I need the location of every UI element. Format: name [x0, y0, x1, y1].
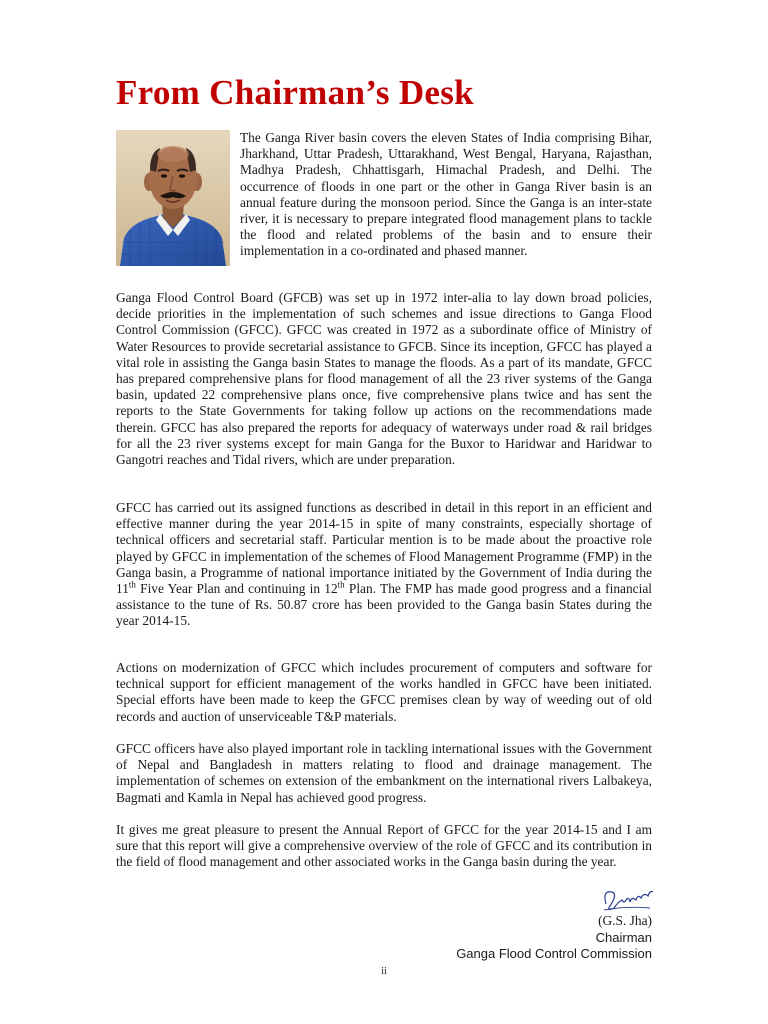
paragraph-text: Five Year Plan and continuing in 12 — [135, 581, 338, 597]
paragraph-modernization: Actions on modernization of GFCC which includes procurement of computers and software for technical support for efficient management of the works handled in GFCC have been initiated. Special efforts have been made to keep the GFCC premises clean by way of weeding out of old records and auction of unserviceable T&P materials. — [116, 660, 652, 724]
paragraph-gfcb: Ganga Flood Control Board (GFCB) was set up in 1972 inter-alia to lay down broad policies, decide priorities in the implementation of such schemes and issue directions to Ganga Flood Control Commission (GFCC). GFCC was created in 1972 as a subordinate office of Ministry of Water Resources to provide secretarial assistance to GFCB. Since its inception, GFCC has played a vital role in assisting the Ganga basin States to manage the floods. As a part of its mandate, GFCC has prepared comprehensive plans for flood management of all the 23 river systems of the Ganga basin, updated 22 comprehensive plans once, five comprehensive plans twice and has sent the reports to the State Governments for taking follow up actions on the recommendations made therein. GFCC has also prepared the reports for adequacy of waterways under road & rail bridges for all the 23 river systems except for main Ganga for the Buxor to Haridwar and Haridwar to Gangotri reaches and Tidal rivers, which are under preparation. — [116, 290, 652, 468]
signatory-organization: Ganga Flood Control Commission — [456, 946, 652, 961]
paragraph-text: Plan. The FMP has made good progress and a financial assistance to the tune of Rs. 50.87 crore has been provided to the Ganga basin States during the year 2014-15. — [116, 581, 652, 629]
handwritten-signature-icon — [596, 882, 656, 916]
superscript: th — [128, 579, 136, 590]
paragraph-gfcc-functions — [116, 500, 652, 630]
signatory-designation: Chairman — [595, 929, 652, 945]
chairman-portrait-image — [116, 130, 230, 266]
intro-paragraph: The Ganga River basin covers the eleven States of India comprising Bihar, Jharkhand, Uttar Pradesh, Uttarakhand, West Bengal, Haryana, Rajasthan, Madhya Pradesh, Chhattisgarh, Himachal Pradesh, and Delhi. The occurrence of floods in one part or the other in Ganga River basin is an annual feature during the monsoon period. Since the Ganga is an inter-state river, it is necessary to prepare integrated flood management plans to tackle the flood and related problems of the basin and to ensure their implementation in a co-ordinated and phased manner. — [240, 130, 652, 259]
page-number: ii — [381, 966, 387, 977]
signoff-block — [456, 913, 652, 963]
page-title: From Chairman’s Desk — [116, 73, 474, 112]
signature-image — [596, 882, 656, 916]
superscript: th — [337, 579, 345, 590]
signatory-name: (G.S. Jha) — [598, 913, 652, 928]
paragraph-text: GFCC has carried out its assigned functions as described in detail in this report in an efficient and effective manner during the year 2014-15 in spite of many constraints, especially shortage of technical officers and secretarial staff. Particular mention is to be made about the proactive role played by GFCC in implementation of the schemes of Flood Management Programme (FMP) in the Ganga basin, a Programme of national importance initiated by the Government of India during the 11 — [116, 500, 652, 597]
paragraph-international: GFCC officers have also played important role in tackling international issues with the Government of Nepal and Bangladesh in matters relating to flood and drainage management. The implementation of schemes on extension of the embankment on the international rivers Lalbakeya, Bagmati and Kamla in Nepal has achieved good progress. — [116, 741, 652, 805]
paragraph-closing: It gives me great pleasure to present the Annual Report of GFCC for the year 2014-15 and I am sure that this report will give a comprehensive overview of the role of GFCC and its contribution in the field of flood management and other associated works in the Ganga basin during the year. — [116, 822, 652, 870]
chairman-photo — [116, 130, 230, 266]
